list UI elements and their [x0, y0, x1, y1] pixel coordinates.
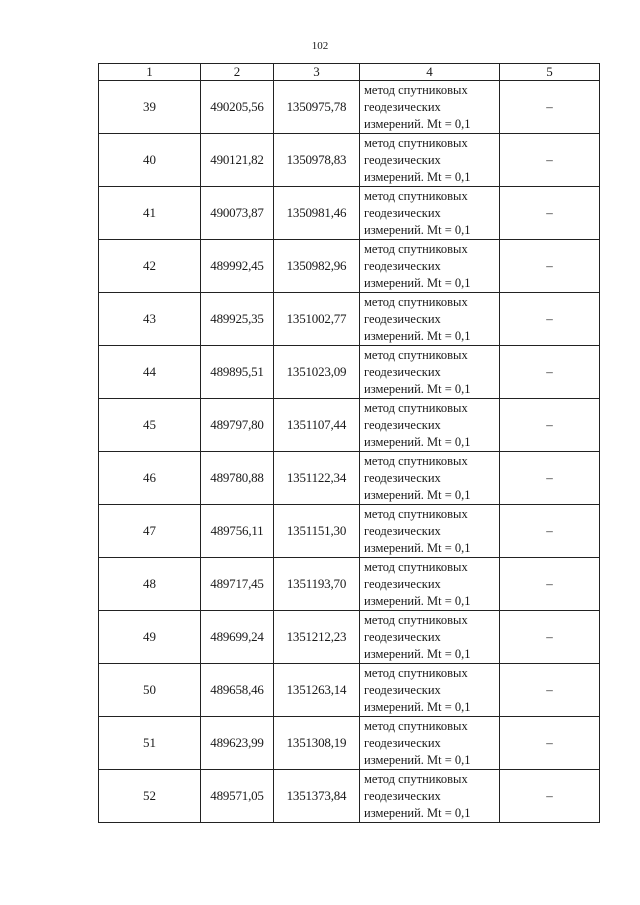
method-line-1: метод спутниковых [364, 82, 468, 97]
coordinate-y: 1351212,23 [274, 611, 360, 664]
table-row [99, 240, 600, 293]
coordinate-y: 1351023,09 [274, 346, 360, 399]
column-5-value: – [500, 558, 600, 611]
method-line-3: измерений. Mt = 0,1 [364, 275, 471, 290]
method-line-1: метод спутниковых [364, 241, 468, 256]
method-line-3: измерений. Mt = 0,1 [364, 116, 471, 131]
column-5-value: – [500, 717, 600, 770]
method-line-3: измерений. Mt = 0,1 [364, 328, 471, 343]
method-line-2: геодезических [364, 629, 441, 644]
column-5-value: – [500, 611, 600, 664]
coordinate-y: 1350978,83 [274, 134, 360, 187]
column-5-value: – [500, 399, 600, 452]
point-number: 50 [99, 664, 201, 717]
method-line-3: измерений. Mt = 0,1 [364, 169, 471, 184]
table-row [99, 346, 600, 399]
method-line-2: геодезических [364, 417, 441, 432]
method-line-2: геодезических [364, 576, 441, 591]
header-col-5: 5 [500, 64, 600, 81]
method-cell [360, 346, 500, 399]
coordinate-y: 1351151,30 [274, 505, 360, 558]
point-number: 41 [99, 187, 201, 240]
header-col-4: 4 [360, 64, 500, 81]
method-cell [360, 399, 500, 452]
method-line-2: геодезических [364, 523, 441, 538]
table-row [99, 452, 600, 505]
method-line-1: метод спутниковых [364, 135, 468, 150]
method-line-1: метод спутниковых [364, 400, 468, 415]
table-row [99, 399, 600, 452]
method-cell [360, 134, 500, 187]
table-row [99, 187, 600, 240]
method-cell [360, 187, 500, 240]
point-number: 42 [99, 240, 201, 293]
method-line-2: геодезических [364, 311, 441, 326]
coordinate-y: 1351193,70 [274, 558, 360, 611]
method-cell [360, 293, 500, 346]
method-line-3: измерений. Mt = 0,1 [364, 222, 471, 237]
method-line-2: геодезических [364, 99, 441, 114]
coordinate-x: 489571,05 [201, 770, 274, 823]
column-5-value: – [500, 81, 600, 134]
point-number: 49 [99, 611, 201, 664]
coordinate-x: 490073,87 [201, 187, 274, 240]
coordinate-y: 1350975,78 [274, 81, 360, 134]
point-number: 47 [99, 505, 201, 558]
page-number: 102 [311, 40, 329, 52]
coordinate-y: 1351263,14 [274, 664, 360, 717]
column-5-value: – [500, 187, 600, 240]
method-line-2: геодезических [364, 788, 441, 803]
method-cell [360, 505, 500, 558]
column-5-value: – [500, 505, 600, 558]
table-row [99, 611, 600, 664]
coordinates-table-body [99, 64, 600, 823]
method-line-3: измерений. Mt = 0,1 [364, 540, 471, 555]
method-line-2: геодезических [364, 258, 441, 273]
method-line-2: геодезических [364, 682, 441, 697]
point-number: 39 [99, 81, 201, 134]
method-cell [360, 452, 500, 505]
table-row [99, 81, 600, 134]
method-line-3: измерений. Mt = 0,1 [364, 487, 471, 502]
method-line-3: измерений. Mt = 0,1 [364, 805, 471, 820]
column-5-value: – [500, 240, 600, 293]
method-line-1: метод спутниковых [364, 771, 468, 786]
method-line-1: метод спутниковых [364, 294, 468, 309]
header-col-2: 2 [201, 64, 274, 81]
coordinate-x: 490205,56 [201, 81, 274, 134]
method-line-1: метод спутниковых [364, 347, 468, 362]
column-5-value: – [500, 293, 600, 346]
point-number: 43 [99, 293, 201, 346]
table-row [99, 717, 600, 770]
coordinate-y: 1350982,96 [274, 240, 360, 293]
coordinates-table [98, 63, 600, 823]
method-line-1: метод спутниковых [364, 453, 468, 468]
method-cell [360, 770, 500, 823]
point-number: 44 [99, 346, 201, 399]
coordinate-y: 1351002,77 [274, 293, 360, 346]
method-line-3: измерений. Mt = 0,1 [364, 593, 471, 608]
method-line-2: геодезических [364, 205, 441, 220]
column-5-value: – [500, 346, 600, 399]
method-line-3: измерений. Mt = 0,1 [364, 646, 471, 661]
method-cell [360, 558, 500, 611]
header-col-1: 1 [99, 64, 201, 81]
coordinate-y: 1351373,84 [274, 770, 360, 823]
coordinate-y: 1351308,19 [274, 717, 360, 770]
column-5-value: – [500, 770, 600, 823]
coordinate-x: 489717,45 [201, 558, 274, 611]
coordinate-x: 489925,35 [201, 293, 274, 346]
column-5-value: – [500, 134, 600, 187]
method-line-1: метод спутниковых [364, 665, 468, 680]
table-row [99, 770, 600, 823]
point-number: 48 [99, 558, 201, 611]
table-row [99, 558, 600, 611]
method-line-1: метод спутниковых [364, 559, 468, 574]
method-line-3: измерений. Mt = 0,1 [364, 699, 471, 714]
method-line-2: геодезических [364, 152, 441, 167]
table-row [99, 134, 600, 187]
coordinate-x: 490121,82 [201, 134, 274, 187]
coordinate-x: 489780,88 [201, 452, 274, 505]
coordinate-x: 489895,51 [201, 346, 274, 399]
table-row [99, 505, 600, 558]
method-line-1: метод спутниковых [364, 612, 468, 627]
table-row [99, 664, 600, 717]
method-cell [360, 240, 500, 293]
coordinate-x: 489797,80 [201, 399, 274, 452]
method-line-2: геодезических [364, 735, 441, 750]
point-number: 51 [99, 717, 201, 770]
method-line-3: измерений. Mt = 0,1 [364, 752, 471, 767]
method-cell [360, 611, 500, 664]
coordinate-x: 489623,99 [201, 717, 274, 770]
point-number: 46 [99, 452, 201, 505]
header-col-3: 3 [274, 64, 360, 81]
coordinate-y: 1351122,34 [274, 452, 360, 505]
method-line-2: геодезических [364, 470, 441, 485]
table-header-row [99, 64, 600, 81]
method-line-1: метод спутниковых [364, 188, 468, 203]
method-line-3: измерений. Mt = 0,1 [364, 434, 471, 449]
method-line-3: измерений. Mt = 0,1 [364, 381, 471, 396]
method-line-1: метод спутниковых [364, 718, 468, 733]
coordinate-x: 489992,45 [201, 240, 274, 293]
method-cell [360, 664, 500, 717]
point-number: 45 [99, 399, 201, 452]
point-number: 52 [99, 770, 201, 823]
method-line-1: метод спутниковых [364, 506, 468, 521]
table-row [99, 293, 600, 346]
point-number: 40 [99, 134, 201, 187]
method-cell [360, 717, 500, 770]
column-5-value: – [500, 664, 600, 717]
method-cell [360, 81, 500, 134]
coordinate-y: 1351107,44 [274, 399, 360, 452]
coordinate-y: 1350981,46 [274, 187, 360, 240]
coordinate-x: 489658,46 [201, 664, 274, 717]
column-5-value: – [500, 452, 600, 505]
coordinate-x: 489756,11 [201, 505, 274, 558]
coordinate-x: 489699,24 [201, 611, 274, 664]
method-line-2: геодезических [364, 364, 441, 379]
